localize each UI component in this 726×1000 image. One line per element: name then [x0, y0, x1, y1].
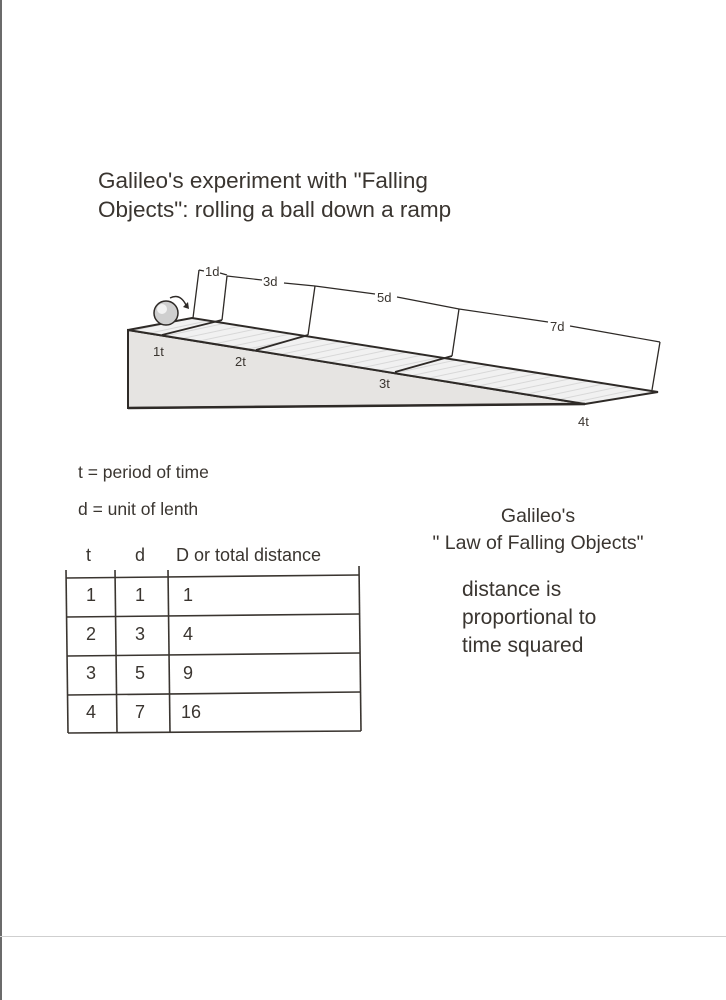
table-cell: 1	[183, 585, 194, 605]
table-cell: 2	[86, 624, 97, 644]
law-line-1: distance is	[462, 578, 562, 601]
label-7d: 7d	[550, 319, 565, 334]
label-3d: 3d	[263, 274, 278, 289]
law-title-line-1: Galileo's	[500, 505, 576, 527]
law-line-3: time squared	[462, 634, 584, 657]
t-definition: t = period of time	[78, 462, 209, 482]
table-cell: 1	[86, 585, 97, 605]
table-cell: 3	[135, 624, 146, 644]
law-line-2: proportional to	[462, 606, 597, 629]
law-statement	[462, 576, 596, 660]
header-d: d	[135, 545, 146, 565]
table-cell: 16	[181, 702, 202, 722]
label-5d: 5d	[377, 290, 392, 305]
d-definition: d = unit of lenth	[78, 499, 199, 519]
table-cell: 3	[86, 663, 97, 683]
header-total-distance: D or total distance	[176, 545, 322, 565]
table-cell: 4	[86, 702, 97, 722]
label-3t: 3t	[379, 376, 390, 391]
table-cell: 1	[135, 585, 146, 605]
title-line-2: Objects": rolling a ball down a ramp	[98, 197, 452, 222]
label-1d: 1d	[205, 264, 220, 279]
law-title-line-2: " Law of Falling Objects"	[432, 532, 644, 554]
table-cell: 7	[135, 702, 146, 722]
title-line-1: Galileo's experiment with "Falling	[98, 168, 428, 193]
table-cell: 4	[183, 624, 194, 644]
header-t: t	[86, 545, 92, 565]
ball-icon	[154, 301, 178, 325]
table-cell: 5	[135, 663, 146, 683]
table-cell: 9	[183, 663, 194, 683]
label-4t: 4t	[578, 414, 589, 429]
label-2t: 2t	[235, 354, 246, 369]
label-1t: 1t	[153, 344, 164, 359]
data-table-grid	[66, 566, 361, 733]
